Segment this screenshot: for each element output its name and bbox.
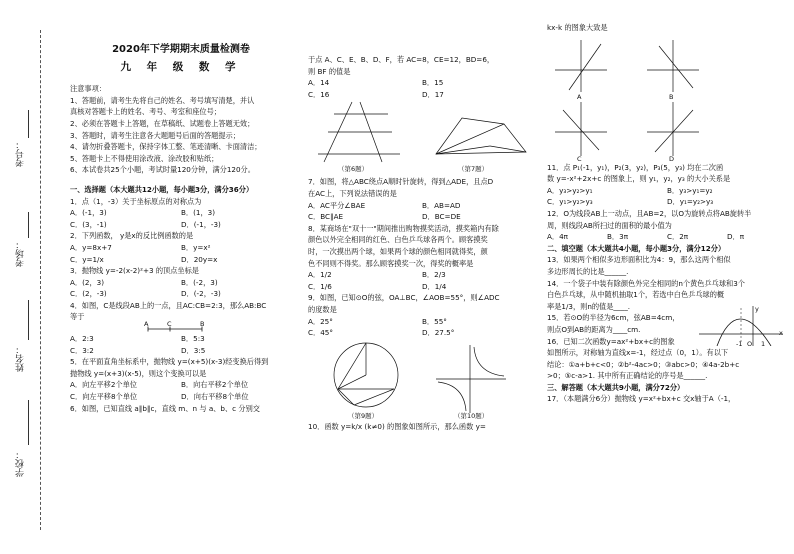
option: D．1/4: [422, 281, 447, 291]
graph-d-label: D: [669, 154, 675, 163]
graph-c-label: C: [577, 154, 582, 163]
option: A．向左平移2个单位: [70, 380, 137, 390]
question-6: 6．如图，已知直线 a∥b∥c，直线 m、n 与 a、b、c 分别交: [70, 403, 260, 413]
question-16: 16．已知二次函数y=ax²+bx+c的图象: [547, 336, 675, 346]
option: C．2π: [667, 232, 689, 242]
option: A．y₃>y₂>y₁: [547, 185, 593, 195]
q4-options-row2: [70, 345, 292, 357]
question-9: 9．如图，已知⊙O的弦，OA⊥BC，∠AOB=55°，则∠ADC: [308, 293, 500, 303]
option: D．27.5°: [422, 328, 455, 338]
q3-options-row2: [70, 288, 292, 300]
question-16-cont: 如图所示，对称轴为直线x=-1，经过点（0，1）。有以下: [547, 348, 729, 358]
option: C．1/6: [308, 281, 332, 291]
option: A．2:3: [70, 334, 94, 344]
fig16-label-1: 1: [761, 340, 766, 349]
option: A．y=8x+7: [70, 242, 112, 252]
question-4-cont: 等于: [70, 312, 85, 322]
q5-options-row1: [70, 379, 292, 391]
point-c-label: C: [167, 320, 172, 329]
option: C．y₁>y₂>y₃: [547, 197, 593, 207]
q8-options-row1: [308, 269, 536, 281]
q10-answer-graphs: [547, 34, 787, 162]
fig16-label-x: x: [779, 329, 783, 338]
question-6-cont: 于点 A、C、E、B、D、F，若 AC=8，CE=12，BD=6，: [308, 55, 495, 64]
q2-options-row1: [70, 242, 292, 254]
note-line: 5、答题卡上不得使用涂改液、涂改胶和贴纸；: [70, 153, 219, 163]
question-10-cont: kx-k 的图象大致是: [547, 23, 608, 32]
option: B．向右平移2个单位: [181, 380, 249, 390]
option: D．3:5: [181, 345, 206, 355]
option: A．1/2: [308, 270, 332, 280]
figures-9-10: [308, 339, 536, 421]
option: A．(2，3): [70, 277, 105, 287]
option: B．3π: [607, 232, 629, 242]
q3-options-row1: [70, 277, 292, 289]
question-14: 14．一个袋子中装有除颜色外完全相同的n个黄色乒乓球和3个: [547, 278, 745, 288]
binding-strip: [0, 0, 64, 554]
question-16-cont: >0；⑤c-a>1. 其中所有正确结论的序号是______.: [547, 371, 708, 381]
name-blank: [28, 300, 29, 340]
option: B．55°: [422, 316, 447, 326]
fig16-label-origin: O: [747, 340, 753, 349]
note-line: 2、必须在答题卡上答题，在草稿纸、试题卷上答题无效；: [70, 118, 255, 128]
question-17: 17．（本题满分6分）抛物线 y=x²+bx+c 交x轴于A（-1，: [547, 394, 736, 404]
question-13: 13．如果两个相似多边形面积比为4：9，那么这两个相似: [547, 255, 731, 265]
option: A．AC平分∠BAE: [308, 200, 366, 210]
option: A．4π: [547, 232, 569, 242]
option: C．3:2: [70, 345, 94, 355]
question-2: 2．下列函数， y是x的反比例函数的是: [70, 231, 194, 241]
section-3-heading: 三、解答题（本大题共9小题，满分72分）: [547, 382, 685, 392]
question-7-cont: 在AC上，下列说法错误的是: [308, 188, 397, 198]
exam-room-blank: [28, 212, 29, 238]
exam-title: 2020年下学期期末质量检测卷: [112, 44, 250, 55]
fig16-label-neg1: -1: [736, 340, 743, 349]
section-1-heading: 一、选择题（本大题共12小题，每小题3分，满分36分）: [70, 184, 254, 194]
question-11: 11．点 P₁(-1，y₁)，P₂(3，y₂)，P₃(5，y₃) 均在二次函: [547, 162, 724, 172]
exam-no-label: 考号：: [16, 140, 26, 167]
note-line: 4、请勿折叠答题卡，保持字体工整、笔迹清晰、卡面清洁；: [70, 142, 262, 152]
question-8-cont: 时，一次摸出两个球，如果两个球的颜色相同就得奖，颜: [308, 246, 488, 256]
q11-options-row1: [547, 185, 787, 197]
column-1: [70, 40, 292, 414]
q6-options-row1: [308, 77, 536, 89]
segment-ab-diagram: [70, 323, 292, 333]
question-8-cont: 颜色以外完全相同的红色、白色乒乓球各两个。顾客摸奖: [308, 235, 488, 245]
question-14-cont: 白色乒乓球，从中随机抽取1个，若选中白色乒乓球的概: [547, 290, 725, 300]
graph-c: [555, 102, 607, 156]
figures-6-7: [308, 100, 536, 176]
question-15-cont: 则点O到AB的距离为____cm.: [547, 324, 641, 334]
option: B．AB=AD: [422, 200, 461, 210]
question-14-cont: 率是1/3，则n的值是____.: [547, 301, 631, 311]
note-line: 真核对答题卡上的姓名、考号、考室和座位号；: [70, 107, 221, 117]
q7-options-row2: [308, 211, 536, 223]
q12-options: [547, 231, 787, 243]
q6-options-row2: [308, 89, 536, 101]
note-line: 1、答题前，请考生先将自己的姓名、考号填写清楚，并认: [70, 95, 255, 105]
question-6-cont: 则 BF 的值是: [308, 66, 351, 76]
question-10: 10．函数 y=k/x (k≠0) 的图象如图所示，那么函数 y=: [308, 421, 486, 431]
question-8: 8．某商场在"双十一"期间推出购物摸奖活动，摸奖箱内有除: [308, 223, 499, 233]
option: A．25°: [308, 316, 333, 326]
question-1: 1．点（1，-3）关于坐标原点的对称点为: [70, 196, 202, 206]
q10-graph-grid: [547, 34, 787, 162]
question-8-cont: 色不同则不得奖。那么顾客摸奖一次，得奖的概率是: [308, 258, 474, 268]
option: C．(3，-1): [70, 219, 107, 229]
option: B．y₃>y₁=y₂: [667, 185, 713, 195]
option: C．y=1/x: [70, 254, 104, 264]
exam-subject: 九 年 级 数 学: [120, 60, 242, 73]
graph-d: [647, 102, 699, 156]
option: A．(-1，3): [70, 208, 107, 218]
column-3: [547, 23, 787, 405]
school-label: 学校：: [16, 450, 26, 477]
option: D．(-1，-3): [181, 219, 221, 229]
name-label: 姓名：: [16, 345, 26, 372]
q1-options-row1: [70, 207, 292, 219]
fig16-label-y: y: [755, 305, 759, 314]
option: B．5:3: [181, 334, 205, 344]
question-4: 4．如图，C是线段AB上的一点，且AC:CB=2:3，那么AB:BC: [70, 300, 267, 310]
exam-no-blank: [28, 110, 29, 138]
option: D．17: [422, 89, 444, 99]
notes-heading: 注意事项：: [70, 84, 106, 94]
graph-a-label: A: [577, 92, 582, 101]
school-blank: [28, 400, 29, 445]
fig9-fig10-diagrams: [308, 339, 536, 421]
question-3: 3．抛物线 y=-2(x-2)²+3 的顶点坐标是: [70, 266, 199, 276]
segment-figure: [70, 320, 292, 333]
option: D．20y=x: [181, 254, 218, 264]
graph-a: [555, 40, 607, 92]
option: C．16: [308, 89, 330, 99]
graph-b-label: B: [669, 92, 674, 101]
option: A．14: [308, 78, 330, 88]
q7-options-row1: [308, 200, 536, 212]
fig9-caption: （第9题）: [348, 411, 379, 420]
section-2-heading: 二、填空题（本大题共4小题，每小题3分，满分12分）: [547, 243, 726, 253]
q8-options-row2: [308, 281, 536, 293]
question-5: 5．在平面直角坐标系中，抛物线 y=(x+5)(x-3)经变换后得到: [70, 357, 269, 367]
fig10-caption: （第10题）: [454, 411, 489, 420]
note-line: 6、本试卷共25个小题，考试时量120分钟，满分120分。: [70, 165, 255, 175]
option: D．(-2，-3): [181, 289, 221, 299]
option: B．(-2，3): [181, 277, 218, 287]
point-a-label: A: [144, 320, 149, 329]
option: D．BC=DE: [422, 212, 461, 222]
question-16-cont: 结论：①a+b+c<0；②b²-4ac>0；③abc>0；④4a-2b+c: [547, 359, 740, 369]
option: D．π: [727, 232, 745, 242]
question-11-cont: 数 y=-x²+2x+c 的图象上，则 y₁，y₂，y₃ 的大小关系是: [547, 174, 731, 184]
q9-options-row2: [308, 327, 536, 339]
note-line: 3、答题时，请考生注意各大题题号后面的答题提示；: [70, 130, 240, 140]
q5-options-row2: [70, 391, 292, 403]
q2-options-row2: [70, 254, 292, 266]
q11-options-row2: [547, 196, 787, 208]
question-5-cont: 抛物线 y=(x+3)(x-5)，则这个变换可以是: [70, 368, 207, 378]
option: C．(2，-3): [70, 289, 107, 299]
option: C．45°: [308, 328, 333, 338]
q9-options-row1: [308, 316, 536, 328]
option: D．向右平移8个单位: [181, 392, 249, 402]
option: B．(1，3): [181, 208, 216, 218]
question-9-cont: 的度数是: [308, 304, 337, 314]
q1-options-row2: [70, 219, 292, 231]
graph-b: [647, 40, 699, 92]
question-12-cont: 周，则线段AB所扫过的面积的最小值为: [547, 220, 672, 230]
fig7-caption: （第7题）: [458, 165, 489, 174]
option: D．y₁=y₂>y₃: [667, 197, 714, 207]
question-12: 12．O为线段AB上一动点，且AB=2，以O为旋转点将AB旋转半: [547, 208, 752, 218]
point-b-label: B: [200, 320, 205, 329]
question-7: 7．如图，将△ABC绕点A顺时针旋转，得到△ADE，且点D: [308, 177, 494, 187]
exam-room-label: 考场：: [16, 240, 26, 267]
option: B．y=x²: [181, 242, 211, 252]
option: B．15: [422, 78, 444, 88]
option: C．向左平移8个单位: [70, 392, 138, 402]
option: B．2/3: [422, 270, 446, 280]
fig6-caption: （第6题）: [338, 165, 369, 174]
binding-dashed-line: [40, 30, 41, 530]
option: C．BC∥AE: [308, 212, 344, 222]
question-15: 15．若⊙O的半径为6cm，弦AB=4cm，: [547, 313, 680, 323]
column-2: [308, 54, 536, 432]
question-13-cont: 多边形周长的比是______.: [547, 266, 629, 276]
q4-options-row1: [70, 333, 292, 345]
